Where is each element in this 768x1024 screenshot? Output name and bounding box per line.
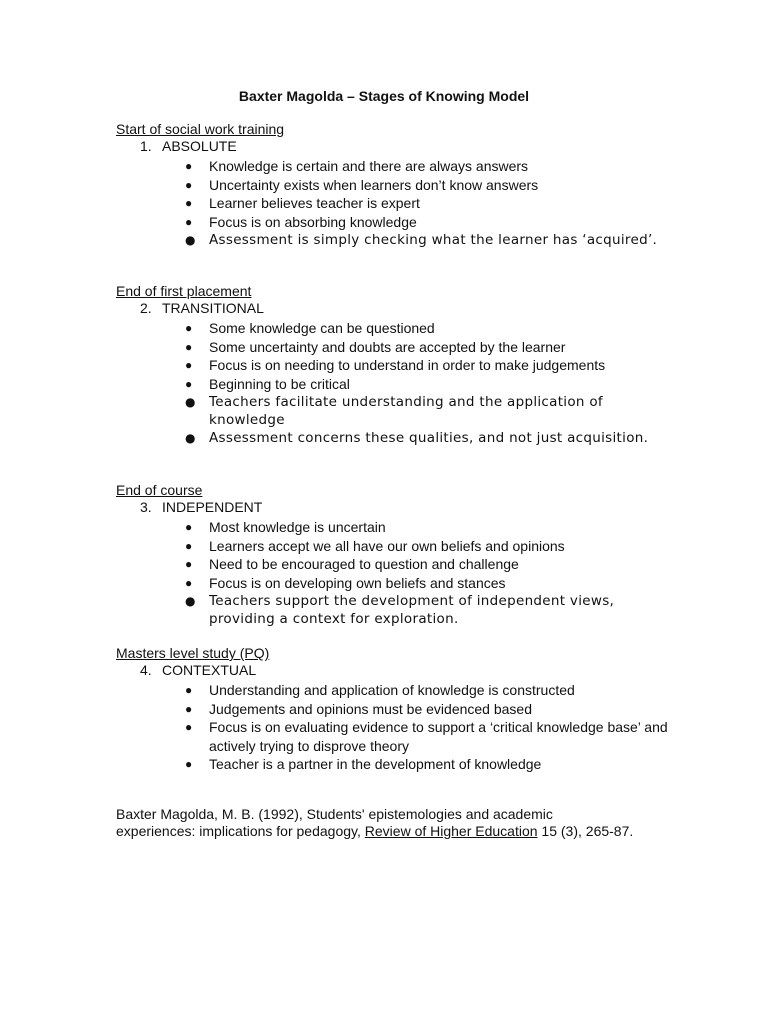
section-heading: End of first placement bbox=[116, 283, 252, 299]
stage-number: 2. bbox=[140, 300, 152, 316]
section-independent bbox=[116, 482, 676, 628]
list-item: ● Focus is on evaluating evidence to support a ‘critical knowledge base’ and actively trying to disprove theory bbox=[185, 719, 668, 754]
stage-name: ABSOLUTE bbox=[162, 138, 237, 154]
list-item: ● Teacher is a partner in the development of knowledge bbox=[185, 756, 542, 773]
list-item: ● Some uncertainty and doubts are accepted by the learner bbox=[185, 338, 566, 355]
list-item: ● Beginning to be critical bbox=[185, 375, 350, 392]
bullet-icon: ● bbox=[185, 538, 193, 553]
section-heading: Start of social work training bbox=[116, 121, 285, 137]
list-item: ● Most knowledge is uncertain bbox=[185, 519, 386, 535]
bullet-icon: ● bbox=[185, 196, 193, 211]
list-item: ● Focus is on absorbing knowledge bbox=[185, 213, 417, 230]
bullet-icon: ● bbox=[185, 720, 193, 735]
bullet-list bbox=[116, 518, 676, 628]
stage-number: 1. bbox=[140, 138, 152, 154]
list-item: ● Judgements and opinions must be evidenced based bbox=[185, 700, 532, 717]
bullet-icon: ● bbox=[185, 376, 193, 391]
list-item: ● Uncertainty exists when learners don’t know answers bbox=[185, 176, 539, 193]
section-contextual bbox=[116, 645, 676, 774]
list-item: ● Learners accept we all have our own beliefs and opinions bbox=[185, 537, 565, 554]
section-heading: End of course bbox=[116, 482, 203, 498]
bullet-icon: ● bbox=[185, 339, 193, 354]
section-transitional bbox=[116, 283, 676, 447]
bullet-icon: ● bbox=[185, 575, 193, 590]
list-item: ● Teachers facilitate understanding and the application of knowledge bbox=[185, 394, 603, 429]
list-item: ● Teachers support the development of independent views, providing a context for exploration. bbox=[185, 593, 615, 628]
stage-name: TRANSITIONAL bbox=[162, 300, 264, 316]
stage-number: 4. bbox=[140, 662, 152, 678]
bullet-icon: ● bbox=[185, 701, 193, 716]
reference-citation: Baxter Magolda, M. B. (1992), Students' epistemologies and academic experiences: implications for pedagogy, Review of Higher Education 15 (3), 265-87. bbox=[116, 806, 634, 839]
bullet-icon: ● bbox=[185, 177, 193, 192]
bullet-icon: ● bbox=[185, 321, 193, 335]
bullet-icon: ● bbox=[185, 520, 193, 534]
bullet-icon: ● bbox=[185, 594, 196, 609]
bullet-list bbox=[116, 681, 676, 774]
bullet-icon: ● bbox=[185, 233, 196, 248]
bullet-icon: ● bbox=[185, 683, 193, 697]
section-absolute bbox=[116, 121, 676, 249]
bullet-icon: ● bbox=[185, 557, 193, 572]
list-item: ● Understanding and application of knowledge is constructed bbox=[185, 682, 575, 698]
bullet-icon: ● bbox=[185, 757, 193, 772]
stage-name: CONTEXTUAL bbox=[162, 662, 257, 678]
bullet-icon: ● bbox=[185, 431, 196, 446]
stage-label bbox=[140, 499, 676, 516]
list-item: ● Need to be encouraged to question and challenge bbox=[185, 556, 519, 573]
list-item: ● Focus is on developing own beliefs and stances bbox=[185, 574, 506, 591]
bullet-icon: ● bbox=[185, 395, 196, 410]
document-title: Baxter Magolda – Stages of Knowing Model bbox=[238, 88, 530, 104]
list-item: ● Assessment concerns these qualities, and not just acquisition. bbox=[185, 430, 649, 447]
journal-title: Review of Higher Education bbox=[364, 823, 538, 839]
stage-number: 3. bbox=[140, 499, 152, 515]
list-item: ● Assessment is simply checking what the learner has ‘acquired’. bbox=[185, 232, 658, 249]
stage-name: INDEPENDENT bbox=[162, 499, 263, 515]
list-item: ● Some knowledge can be questioned bbox=[185, 320, 435, 336]
bullet-icon: ● bbox=[185, 159, 193, 173]
bullet-icon: ● bbox=[185, 214, 193, 229]
stage-label bbox=[140, 662, 676, 679]
bullet-list bbox=[116, 319, 676, 447]
list-item: ● Focus is on needing to understand in order to make judgements bbox=[185, 357, 606, 374]
list-item: ● Learner believes teacher is expert bbox=[185, 195, 420, 212]
section-heading: Masters level study (PQ) bbox=[116, 645, 270, 661]
stage-label bbox=[140, 300, 676, 317]
bullet-list bbox=[116, 157, 676, 249]
bullet-icon: ● bbox=[185, 358, 193, 373]
stage-label bbox=[140, 138, 676, 155]
list-item: ● Knowledge is certain and there are always answers bbox=[185, 158, 529, 174]
